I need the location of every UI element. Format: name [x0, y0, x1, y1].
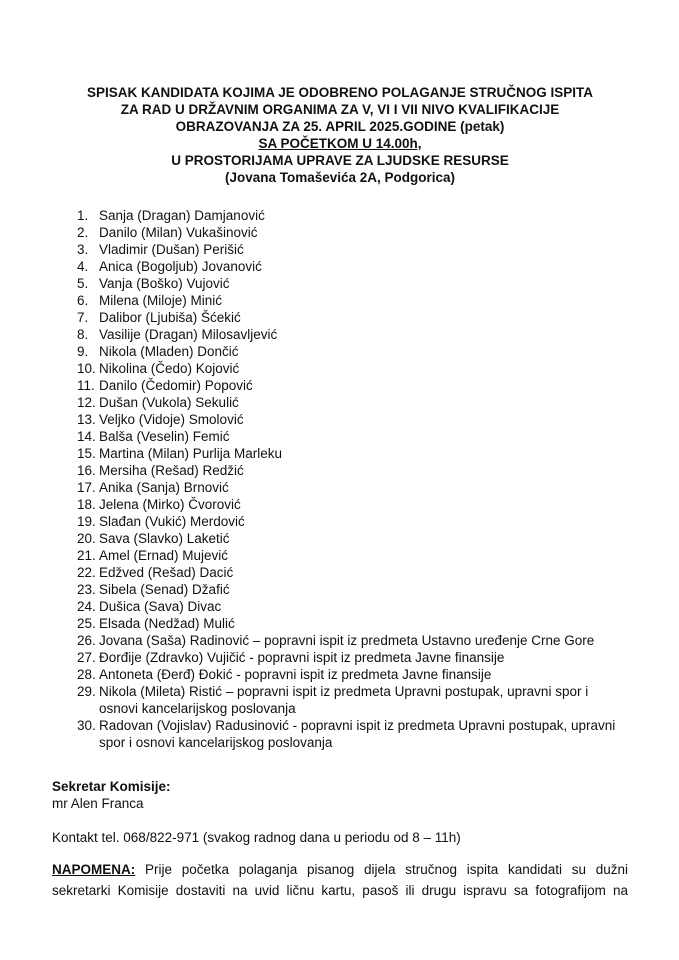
candidate-item — [77, 496, 628, 513]
title-line-1: SPISAK KANDIDATA KOJIMA JE ODOBRENO POLAGANJE STRUČNOG ISPITA — [86, 85, 594, 100]
secretary-name: mr Alen Franca — [52, 796, 144, 811]
candidate-number: 20. — [77, 531, 96, 546]
candidate-name: Vanja (Boško) Vujović — [99, 276, 230, 291]
candidate-name: Jelena (Mirko) Čvorović — [99, 497, 241, 512]
candidate-number: 14. — [77, 429, 96, 444]
candidate-number: 24. — [77, 599, 96, 614]
candidate-item — [77, 717, 628, 751]
candidate-number: 30. — [77, 718, 96, 733]
title-line-4: SA POČETKOM U 14.00h, — [258, 136, 422, 151]
candidate-number: 9. — [77, 344, 89, 359]
document-title — [52, 84, 628, 186]
candidate-item — [77, 377, 628, 394]
candidate-item — [77, 530, 628, 547]
candidate-name: Veljko (Vidoje) Smolović — [99, 412, 244, 427]
candidate-name: Dušan (Vukola) Sekulić — [99, 395, 239, 410]
candidate-item — [77, 326, 628, 343]
title-line-2: ZA RAD U DRŽAVNIM ORGANIMA ZA V, VI I VII NIVO KVALIFIKACIJE — [120, 102, 560, 117]
candidate-name: Dalibor (Ljubiša) Šćekić — [99, 310, 241, 325]
candidate-number: 28. — [77, 667, 96, 682]
candidate-number: 27. — [77, 650, 96, 665]
candidate-name: Anica (Bogoljub) Jovanović — [99, 259, 262, 274]
candidate-list — [77, 207, 628, 751]
candidate-item — [77, 275, 628, 292]
candidate-number: 18. — [77, 497, 96, 512]
candidate-name: Jovana (Saša) Radinović – popravni ispit iz predmeta Ustavno uređenje Crne Gore — [99, 633, 595, 648]
candidate-number: 15. — [77, 446, 96, 461]
candidate-item — [77, 411, 628, 428]
candidate-number: 29. — [77, 684, 96, 699]
candidate-number: 19. — [77, 514, 96, 529]
candidate-name: Đorđije (Zdravko) Vujičić - popravni ispit iz predmeta Javne finansije — [99, 650, 505, 665]
candidate-item — [77, 666, 628, 683]
candidate-item — [77, 445, 628, 462]
candidate-number: 12. — [77, 395, 96, 410]
candidate-name: Dušica (Sava) Divac — [99, 599, 222, 614]
candidate-item — [77, 683, 628, 717]
candidate-name: Edžved (Rešad) Dacić — [99, 565, 234, 580]
candidate-item — [77, 343, 628, 360]
candidate-number: 4. — [77, 259, 89, 274]
candidate-name: Amel (Ernad) Mujević — [99, 548, 229, 563]
candidate-number: 5. — [77, 276, 89, 291]
candidate-name: Nikolina (Čedo) Kojović — [99, 361, 240, 376]
candidate-item — [77, 649, 628, 666]
candidate-name: Vasilije (Dragan) Milosavljević — [99, 327, 278, 342]
candidate-item — [77, 513, 628, 530]
candidate-item — [77, 615, 628, 632]
candidate-item — [77, 241, 628, 258]
title-line-5: U PROSTORIJAMA UPRAVE ZA LJUDSKE RESURSE — [171, 153, 509, 168]
candidate-item — [77, 309, 628, 326]
candidate-number: 8. — [77, 327, 89, 342]
candidate-item — [77, 564, 628, 581]
note-label: NAPOMENA: — [52, 862, 136, 877]
candidate-number: 3. — [77, 242, 89, 257]
candidate-item — [77, 292, 628, 309]
candidate-number: 17. — [77, 480, 96, 495]
candidate-item — [77, 632, 628, 649]
candidate-name: Martina (Milan) Purlija Marleku — [99, 446, 283, 461]
candidate-name: Sava (Slavko) Laketić — [99, 531, 230, 546]
candidate-number: 26. — [77, 633, 96, 648]
candidate-number: 1. — [77, 208, 89, 223]
candidate-item — [77, 462, 628, 479]
candidate-name: Vladimir (Dušan) Perišić — [99, 242, 244, 257]
candidate-number: 16. — [77, 463, 96, 478]
candidate-name: Slađan (Vukić) Merdović — [99, 514, 245, 529]
note-text: Prije početka polaganja pisanog dijela stručnog ispita kandidati su dužni sekretarki Komisije dostaviti na uvid ličnu kartu, pasoš ili drugu ispravu sa fotografijom na — [52, 862, 628, 898]
candidate-number: 13. — [77, 412, 96, 427]
title-line-3: OBRAZOVANJA ZA 25. APRIL 2025.GODINE (petak) — [175, 119, 505, 134]
candidate-number: 10. — [77, 361, 96, 376]
candidate-item — [77, 207, 628, 224]
secretary-label: Sekretar Komisije: — [52, 779, 171, 794]
candidate-item — [77, 428, 628, 445]
candidate-item — [77, 360, 628, 377]
candidate-name: Nikola (Mladen) Dončić — [99, 344, 239, 359]
candidate-name: Anika (Sanja) Brnović — [99, 480, 229, 495]
candidate-item — [77, 547, 628, 564]
candidate-name: Balša (Veselin) Femić — [99, 429, 230, 444]
candidate-name: Nikola (Mileta) Ristić – popravni ispit iz predmeta Upravni postupak, upravni spor i osnovi kancelarijskog poslovanja — [99, 684, 589, 716]
contact-line: Kontakt tel. 068/822-971 (svakog radnog dana u periodu od 8 – 11h) — [52, 830, 461, 845]
candidate-name: Elsada (Nedžad) Mulić — [99, 616, 235, 631]
candidate-name: Danilo (Čedomir) Popović — [99, 378, 253, 393]
candidate-name: Sibela (Senad) Džafić — [99, 582, 230, 597]
candidate-item — [77, 224, 628, 241]
title-line-6: (Jovana Tomaševića 2A, Podgorica) — [224, 170, 456, 185]
candidate-number: 25. — [77, 616, 96, 631]
candidate-item — [77, 479, 628, 496]
candidate-number: 6. — [77, 293, 89, 308]
candidate-number: 11. — [77, 378, 95, 393]
candidate-item — [77, 394, 628, 411]
candidate-name: Sanja (Dragan) Damjanović — [99, 208, 265, 223]
candidate-number: 23. — [77, 582, 96, 597]
note-paragraph — [52, 859, 628, 901]
candidate-number: 7. — [77, 310, 89, 325]
candidate-item — [77, 258, 628, 275]
candidate-name: Danilo (Milan) Vukašinović — [99, 225, 258, 240]
candidate-name: Antoneta (Đerđ) Đokić - popravni ispit iz predmeta Javne finansije — [99, 667, 492, 682]
candidate-number: 21. — [77, 548, 96, 563]
candidate-name: Mersiha (Rešad) Redžić — [99, 463, 244, 478]
candidate-name: Radovan (Vojislav) Radusinović - popravni ispit iz predmeta Upravni postupak, upravni spor i osnovi kancelarijskog poslovanja — [99, 718, 616, 750]
candidate-item — [77, 598, 628, 615]
candidate-number: 22. — [77, 565, 96, 580]
candidate-name: Milena (Miloje) Minić — [99, 293, 223, 308]
candidate-item — [77, 581, 628, 598]
candidate-number: 2. — [77, 225, 89, 240]
